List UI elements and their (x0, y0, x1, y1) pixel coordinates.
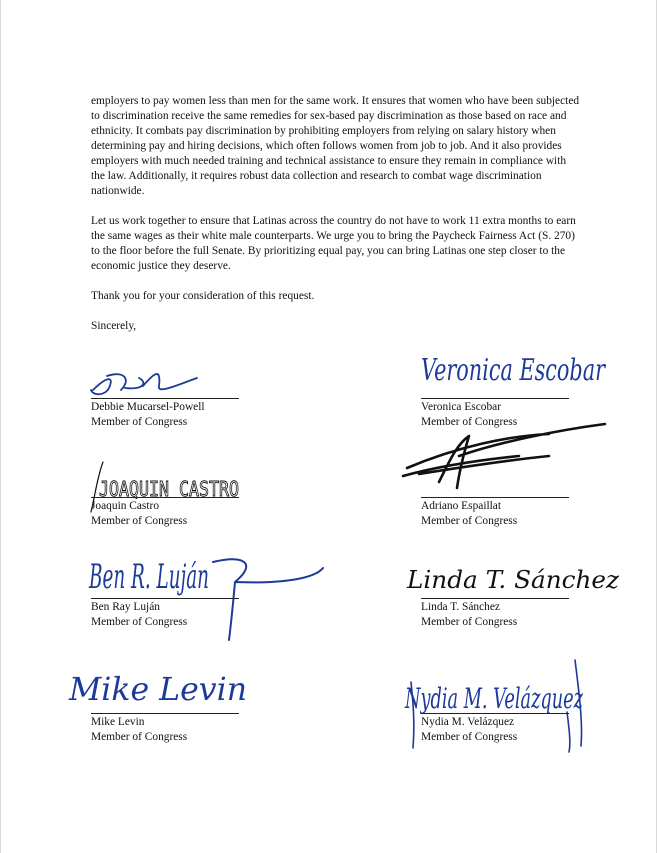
signatory-name: Nydia M. Velázquez (421, 716, 515, 728)
signatory-name: Veronica Escobar (421, 401, 502, 413)
signature-levin-text: Mike Levin (68, 670, 247, 708)
signatory-name: Mike Levin (91, 716, 145, 728)
signatory-mucarsel-powell (91, 398, 291, 430)
signatory-castro (91, 497, 291, 529)
signatory-name: Debbie Mucarsel-Powell (91, 401, 205, 413)
signatory-levin (91, 713, 291, 745)
signatory-escobar (421, 398, 621, 430)
signatory-name: Adriano Espaillat (421, 500, 502, 512)
signature-line (421, 713, 569, 714)
signature-line (421, 497, 569, 498)
signatory-title: Member of Congress (91, 616, 188, 628)
signatory-sanchez (421, 598, 621, 630)
signature-line (421, 398, 569, 399)
signatory-title: Member of Congress (91, 731, 188, 743)
signature-velazquez-text: Nydia M. Velázquez (404, 682, 584, 715)
signatory-name: Ben Ray Luján (91, 601, 160, 613)
signature-mucarsel-powell (85, 360, 215, 402)
paragraph-call-to-action: Let us work together to ensure that Latinas across the country do not have to work 11 extra months to earn the same wages as their white male counterparts. We urge you to bring the Paycheck Fairness Act (S. 270) to the floor before the full Senate. By prioritizing equal pay, you can bring Latinas one step closer to the economic justice they deserve. (91, 215, 576, 272)
paragraph-act-summary: employers to pay women less than men for the same work. It ensures that women who have been subjected to discrimination receive the same remedies for sex-based pay discrimination as those based on race and ethnicity. It combats pay discrimination by prohibiting employers from relying on salary history when determining pay and hiring decisions, which often follows women from job to job. And it also provides employers with much needed training and technical assistance to ensure they remain in compliance with the law. Additionally, it requires robust data collection and research to combat wage discrimination nationwide. (91, 95, 580, 197)
signature-sanchez-text: Linda T. Sánchez (405, 566, 620, 594)
signatory-name: Joaquin Castro (91, 500, 160, 512)
signature-line (91, 598, 239, 599)
signature-levin (67, 660, 267, 718)
closing-salutation: Sincerely, (91, 320, 137, 332)
signatory-title: Member of Congress (421, 731, 518, 743)
signatory-title: Member of Congress (421, 515, 518, 527)
signature-line (91, 713, 239, 714)
letter-body (91, 94, 581, 349)
signatory-title: Member of Congress (421, 616, 518, 628)
signatory-title: Member of Congress (421, 416, 518, 428)
signature-escobar-text: Veronica Escobar (421, 353, 607, 388)
signatory-title: Member of Congress (91, 416, 188, 428)
signature-line (91, 497, 239, 498)
signatory-espaillat (421, 497, 621, 529)
signature-line (91, 398, 239, 399)
paragraph-thanks: Thank you for your consideration of this request. (91, 290, 315, 302)
signature-lujan-text: Ben R. Luján (88, 557, 209, 597)
signatory-velazquez (421, 713, 621, 745)
signatory-name: Linda T. Sánchez (421, 601, 500, 613)
signatory-lujan (91, 598, 291, 630)
signature-castro-text: JOAQUIN CASTRO (99, 477, 239, 501)
signature-escobar (419, 346, 619, 394)
signatory-title: Member of Congress (91, 515, 188, 527)
signature-line (421, 598, 569, 599)
